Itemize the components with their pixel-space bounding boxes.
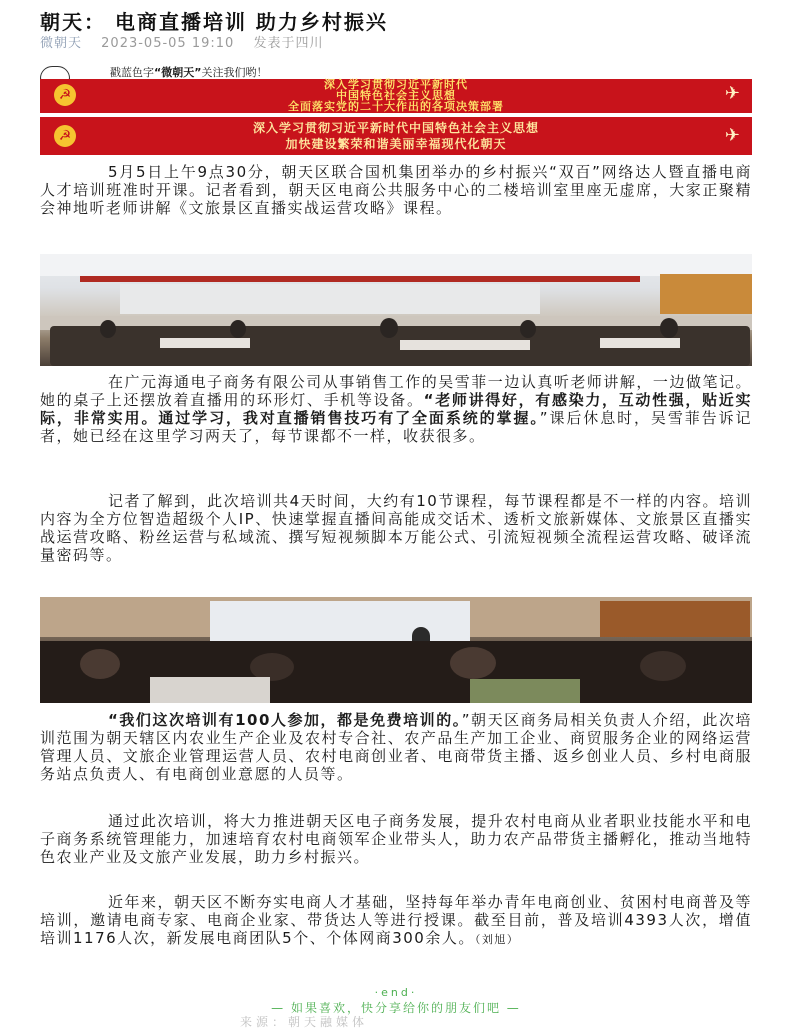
paragraph-2-quote: “老师讲得好，有感染力，互动性强，贴近实际，非常实用。通过学习，我对直播销售技巧有了全面系统的掌握。: [40, 391, 752, 427]
follow-suffix: 关注我们哟！: [201, 66, 268, 79]
paragraph-4-quote: “我们这次培训有100人参加，都是免费培训的。: [108, 711, 462, 729]
slogan-banner-bottom: [40, 117, 752, 155]
paragraph-3: [40, 492, 752, 564]
cloud-icon: [40, 66, 70, 80]
paragraph-6-text: 近年来，朝天区不断夯实电商人才基础，坚持每年举办青年电商创业、贫困村电商普及等培训，邀请电商专家、电商企业家、带货达人等进行授课。截至目前，普及培训4393人次，增值培训1176人次，新发展电商团队5个、个体网商300余人。: [40, 893, 752, 947]
follow-account-link[interactable]: “微朝天”: [154, 66, 202, 79]
banner-bottom-line-2: 加快建设繁荣和谐美丽幸福现代化朝天: [285, 137, 507, 151]
paragraph-2-text-a: 在广元海通电子商务有限公司从事销售工作的吴雪菲一边认真听老师讲解，一边做笔记。她的桌子上还摆放着直播用的环形灯、手机等设备。: [40, 373, 752, 409]
follow-prefix: 戳蓝色字: [110, 66, 154, 79]
paragraph-2-text-c: ”课后休息时，吴雪菲告诉记者，她已经在这里学习两天了，每节课都不一样，收获很多。: [40, 409, 752, 445]
byline: （刘旭）: [474, 933, 520, 946]
article-title: 朝天： 电商直播培训 助力乡村振兴: [40, 10, 388, 34]
banner-top-line-1: 深入学习贯彻习近平新时代: [324, 78, 468, 91]
publish-location: 发表于四川: [253, 36, 324, 51]
party-emblem-icon: ☭: [54, 125, 76, 147]
slogan-banner-top: [40, 79, 752, 113]
paragraph-5: [40, 812, 752, 866]
publish-datetime: 2023-05-05 19:10: [101, 36, 235, 51]
banner-top-line-3: 全面落实党的二十大作出的各项决策部署: [288, 100, 504, 113]
paragraph-4-text: ”朝天区商务局相关负责人介绍，此次培训范围为朝天辖区内农业生产企业及农村专合社、农产品生产加工企业、商贸服务企业的网络运营管理人员、文旅企业管理运营人员、农村电商创业者、电商带货主播、返乡创业人员、乡村电商服务站点负责人、有电商创业意愿的人员等。: [40, 711, 752, 783]
author-link[interactable]: 微朝天: [40, 36, 83, 51]
paragraph-1: [40, 163, 752, 217]
paragraph-4: [40, 711, 752, 783]
dove-icon: ✈: [724, 125, 740, 146]
footer-source-cut: 来源：朝天融媒体: [240, 1015, 369, 1029]
article-meta: [40, 32, 337, 51]
paragraph-2: [40, 373, 752, 445]
party-emblem-icon: ☭: [54, 84, 76, 106]
banner-top-line-2: 中国特色社会主义思想: [336, 89, 456, 102]
share-prompt: — 如果喜欢，快分享给你的朋友们吧 —: [271, 1001, 521, 1015]
dove-icon: ✈: [724, 83, 740, 104]
end-mark: ·end·: [374, 986, 418, 999]
training-room-photo[interactable]: [40, 254, 752, 366]
paragraph-6: [40, 893, 752, 949]
paragraph-5-text: 通过此次培训，将大力推进朝天区电子商务发展，提升农村电商从业者职业技能水平和电子商务系统管理能力，加速培育农村电商领军企业带头人，助力农产品带货主播孵化，推动当地特色农业产业及文旅产业发展，助力乡村振兴。: [40, 812, 752, 866]
banner-bottom-line-1: 深入学习贯彻习近平新时代中国特色社会主义思想: [252, 121, 539, 135]
lecture-photo[interactable]: [40, 597, 752, 703]
paragraph-1-text: 5月5日上午9点30分，朝天区联合国机集团举办的乡村振兴“双百”网络达人暨直播电商人才培训班准时开课。记者看到，朝天区电商公共服务中心的二楼培训室里座无虚席，大家正聚精会神地听老师讲解《文旅景区直播实战运营攻略》课程。: [40, 163, 752, 217]
paragraph-3-text: 记者了解到，此次培训共4天时间，大约有10节课程，每节课程都是不一样的内容。培训内容为全方位智造超级个人IP、快速掌握直播间高能成交话术、透析文旅新媒体、文旅景区直播实战运营攻略、粉丝运营与私域流、撰写短视频脚本万能公式、引流短视频全流程运营攻略、破译流量密码等。: [40, 492, 752, 564]
